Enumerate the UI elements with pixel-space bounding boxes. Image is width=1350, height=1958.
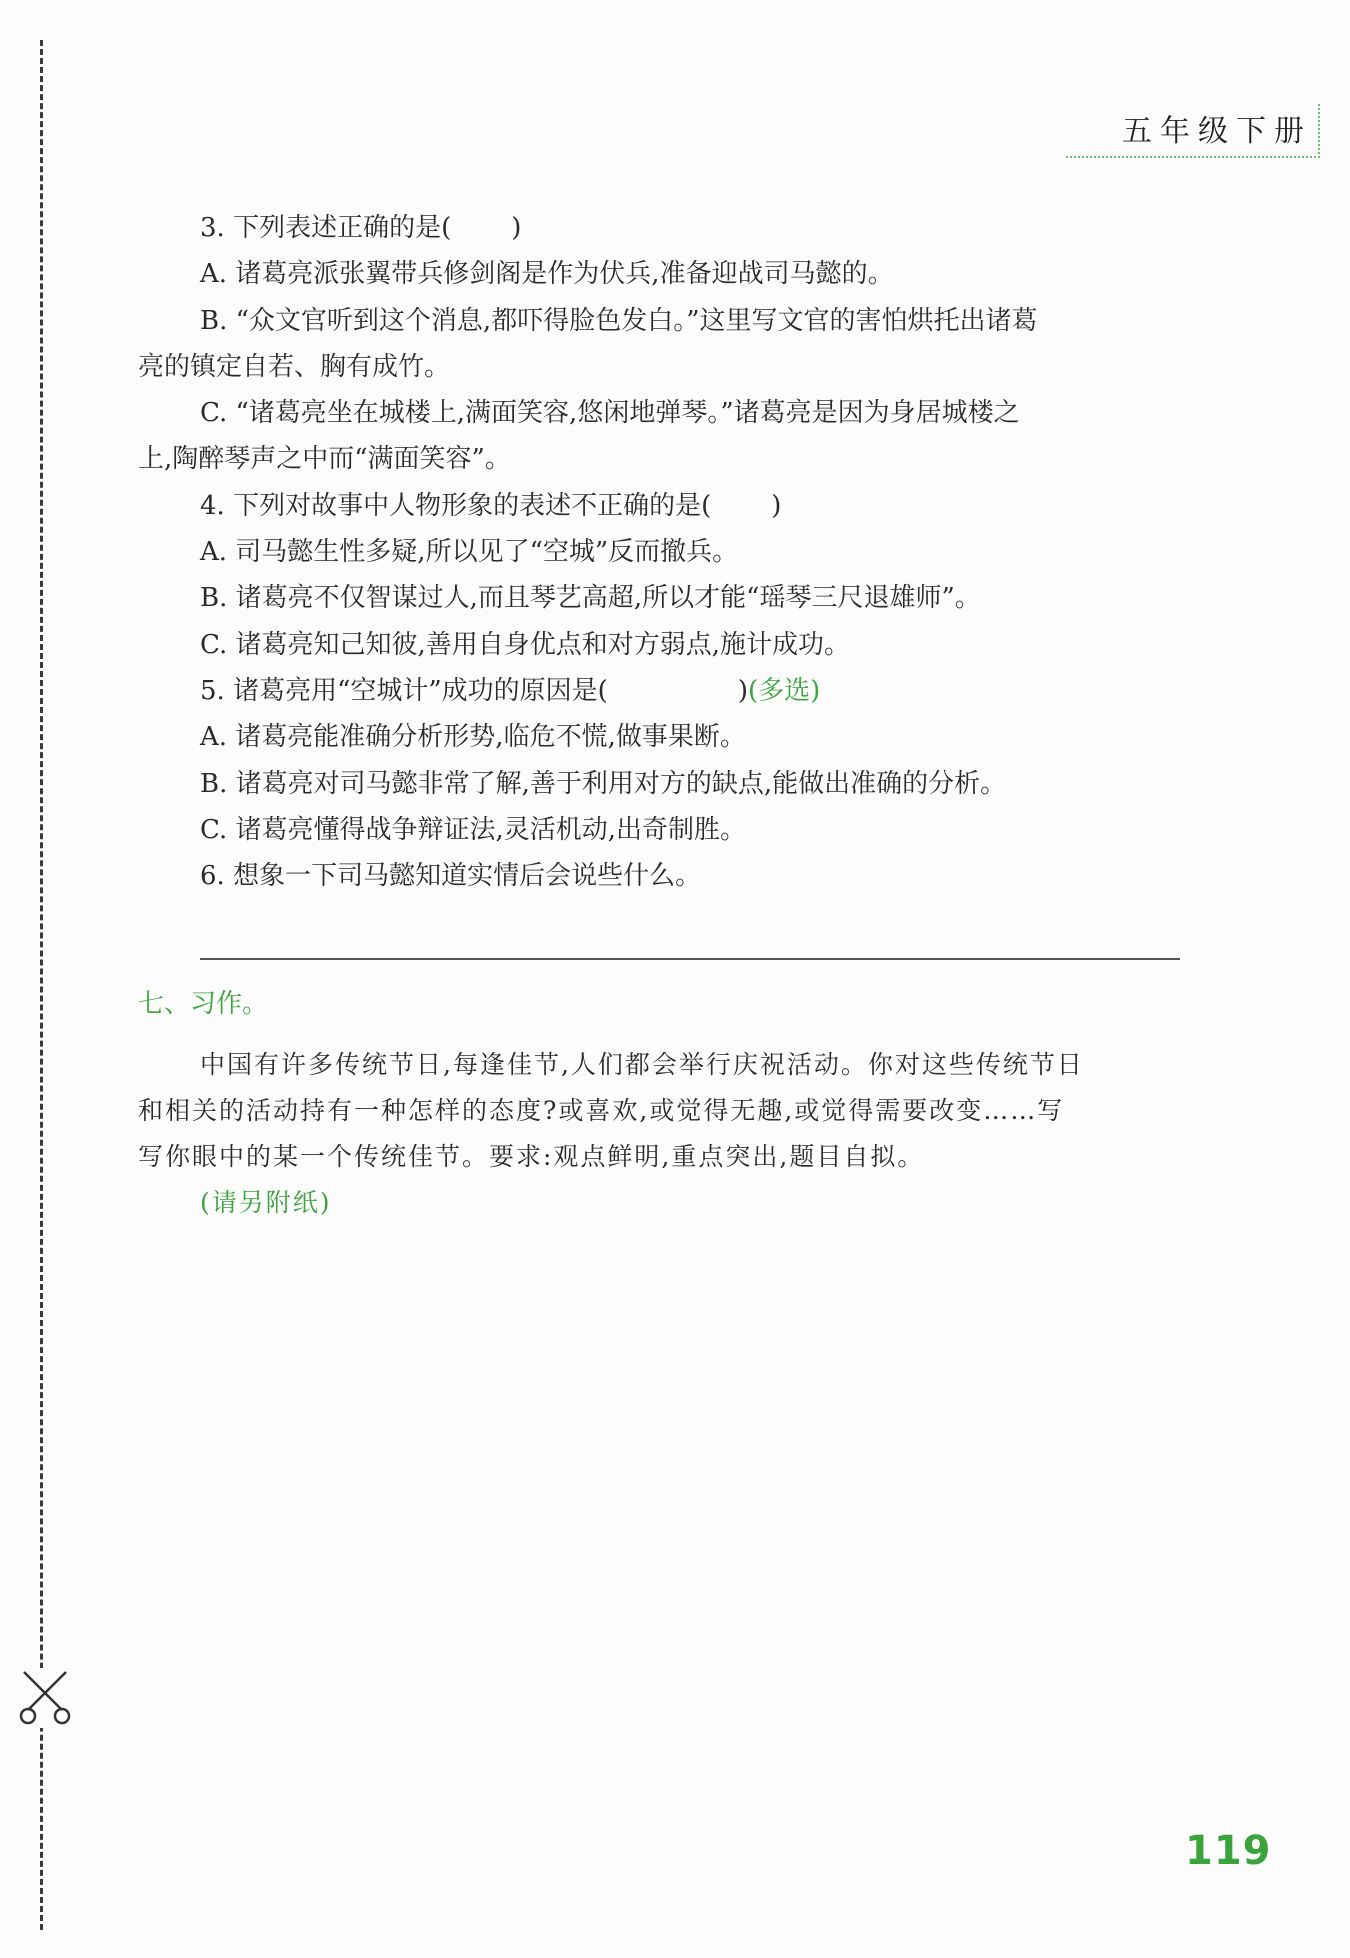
prompt-line: 和相关的活动持有一种怎样的态度?或喜欢,或觉得无趣,或觉得需要改变……写 (138, 1096, 1065, 1125)
page-number: 119 (1185, 1828, 1272, 1874)
question-list (138, 205, 1198, 899)
section-title-composition: 七、习作。 (138, 989, 269, 1019)
question-4: 4. 下列对故事中人物形象的表述不正确的是( ) (200, 490, 782, 521)
question-3: 3. 下列表述正确的是( ) (200, 213, 522, 243)
option: C. “诸葛亮坐在城楼上,满面笑容,悠闲地弹琴。”诸葛亮是因为身居城楼之 (200, 398, 1020, 429)
option: B. 诸葛亮对司马懿非常了解,善于利用对方的缺点,能做出准确的分析。 (200, 768, 1007, 799)
scissors-icon (18, 1668, 72, 1728)
option-continuation: 上,陶醉琴声之中而“满面笑容”。 (138, 444, 511, 475)
prompt-line: 中国有许多传统节日,每逢佳节,人们都会举行庆祝活动。你对这些传统节日 (200, 1050, 1084, 1079)
option-continuation: 亮的镇定自若、胸有成竹。 (138, 351, 451, 382)
option: A. 司马懿生性多疑,所以见了“空城”反而撤兵。 (200, 537, 739, 568)
option: A. 诸葛亮派张翼带兵修剑阁是作为伏兵,准备迎战司马懿的。 (200, 259, 894, 290)
option: C. 诸葛亮懂得战争辩证法,灵活机动,出奇制胜。 (200, 814, 747, 845)
question-6: 6. 想象一下司马懿知道实情后会说些什么。 (200, 861, 702, 892)
cut-line (40, 40, 43, 1930)
option: C. 诸葛亮知己知彼,善用自身优点和对方弱点,施计成功。 (200, 629, 851, 660)
option: A. 诸葛亮能准确分析形势,临危不慌,做事果断。 (200, 722, 746, 753)
grade-title: 五年级下册 (1122, 114, 1312, 149)
option: B. “众文官听到这个消息,都吓得脸色发白。”这里写文官的害怕烘托出诸葛 (200, 305, 1038, 336)
answer-line[interactable] (200, 958, 1180, 960)
prompt-line: 写你眼中的某一个传统佳节。要求:观点鲜明,重点突出,题目自拟。 (138, 1142, 925, 1171)
question-5: 5. 诸葛亮用“空城计”成功的原因是( )(多选) (200, 675, 821, 706)
grade-header (1066, 104, 1320, 158)
multi-select-note: (多选) (747, 675, 821, 706)
attach-paper-note: (请另附纸) (200, 1188, 332, 1217)
composition-prompt (138, 1042, 1198, 1226)
option: B. 诸葛亮不仅智谋过人,而且琴艺高超,所以才能“瑶琴三尺退雄师”。 (200, 583, 981, 614)
